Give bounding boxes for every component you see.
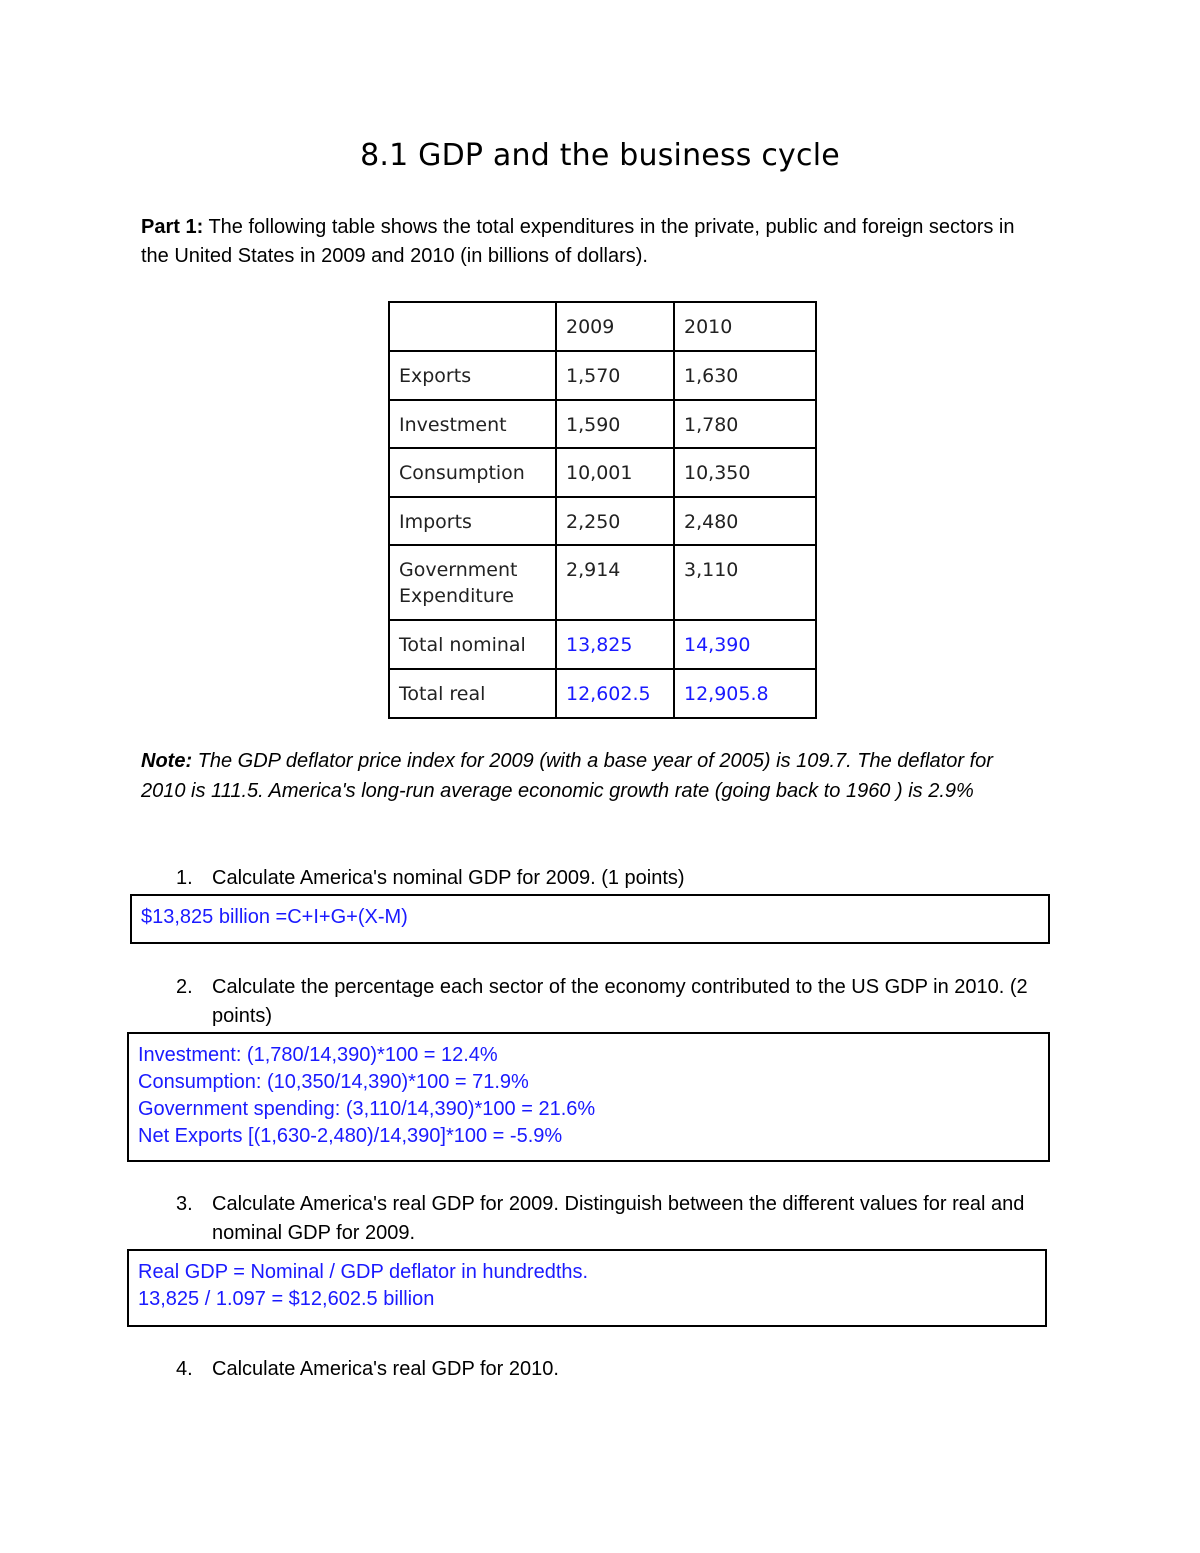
cell-2010: 2,480: [674, 497, 816, 545]
question-number: 3.: [176, 1193, 193, 1215]
part1-label: Part 1:: [141, 216, 204, 238]
question-1: [176, 864, 1056, 893]
part1-text: The following table shows the total expenditures in the private, public and foreign sectors in the United States in 2009 and 2010 (in billions of dollars).: [141, 216, 1015, 267]
table-header-cell: [389, 302, 556, 351]
note-paragraph: [141, 746, 1041, 806]
question-text: Calculate the percentage each sector of the economy contributed to the US GDP in 2010. (2 points): [212, 976, 1028, 1027]
question-text: Calculate America's real GDP for 2009. Distinguish between the different values for real and nominal GDP for 2009.: [212, 1193, 1025, 1244]
question-4: [176, 1355, 1056, 1384]
table-row: [389, 545, 816, 620]
expenditure-table: [388, 301, 817, 719]
cell-2010: 14,390: [674, 620, 816, 669]
cell-2010: 1,780: [674, 400, 816, 448]
table-row: [389, 448, 816, 497]
table-header-cell: 2010: [674, 302, 816, 351]
question-text: Calculate America's real GDP for 2010.: [212, 1358, 559, 1380]
note-text: The GDP deflator price index for 2009 (with a base year of 2005) is 109.7. The deflator for 2010 is 111.5. America's long-run average economic growth rate (going back to 1960 ) is 2.9%: [141, 750, 993, 802]
cell-2009: 12,602.5: [556, 669, 674, 718]
table-row: [389, 497, 816, 545]
question-2: [176, 973, 1056, 1031]
table-row: [389, 400, 816, 448]
row-label: Investment: [389, 400, 556, 448]
row-label: Total real: [389, 669, 556, 718]
answer-line: 13,825 / 1.097 = $12,602.5 billion: [138, 1288, 435, 1310]
cell-2010: 12,905.8: [674, 669, 816, 718]
answer-line: $13,825 billion =C+I+G+(X-M): [141, 906, 408, 928]
part1-intro: [141, 213, 1021, 271]
answer-line: Government spending: (3,110/14,390)*100 = 21.6%: [138, 1098, 596, 1120]
cell-2009: 10,001: [556, 448, 674, 497]
answer-line: Consumption: (10,350/14,390)*100 = 71.9%: [138, 1071, 529, 1093]
table-row: [389, 351, 816, 400]
page-title: 8.1 GDP and the business cycle: [360, 138, 840, 173]
row-label: Exports: [389, 351, 556, 400]
answer-line: Investment: (1,780/14,390)*100 = 12.4%: [138, 1044, 498, 1066]
question-number: 2.: [176, 976, 193, 998]
row-label: Imports: [389, 497, 556, 545]
cell-2010: 3,110: [674, 545, 816, 620]
row-label: Total nominal: [389, 620, 556, 669]
table-row: [389, 669, 816, 718]
answer-line: Real GDP = Nominal / GDP deflator in hundredths.: [138, 1261, 589, 1283]
cell-2009: 1,590: [556, 400, 674, 448]
question-3: [176, 1190, 1056, 1248]
row-label: Government Expenditure: [389, 545, 556, 620]
row-label: Consumption: [389, 448, 556, 497]
question-number: 1.: [176, 867, 193, 889]
cell-2009: 2,914: [556, 545, 674, 620]
cell-2009: 2,250: [556, 497, 674, 545]
answer-box-2: [127, 1032, 1050, 1162]
cell-2009: 13,825: [556, 620, 674, 669]
table-row: [389, 620, 816, 669]
table-header-cell: 2009: [556, 302, 674, 351]
answer-box-3: [127, 1249, 1047, 1327]
cell-2010: 10,350: [674, 448, 816, 497]
table-header-row: [389, 302, 816, 351]
cell-2010: 1,630: [674, 351, 816, 400]
note-label: Note:: [141, 750, 193, 772]
question-text: Calculate America's nominal GDP for 2009. (1 points): [212, 867, 685, 889]
answer-line: Net Exports [(1,630-2,480)/14,390]*100 = -5.9%: [138, 1125, 563, 1147]
cell-2009: 1,570: [556, 351, 674, 400]
question-number: 4.: [176, 1358, 193, 1380]
answer-box-1: [130, 894, 1050, 944]
